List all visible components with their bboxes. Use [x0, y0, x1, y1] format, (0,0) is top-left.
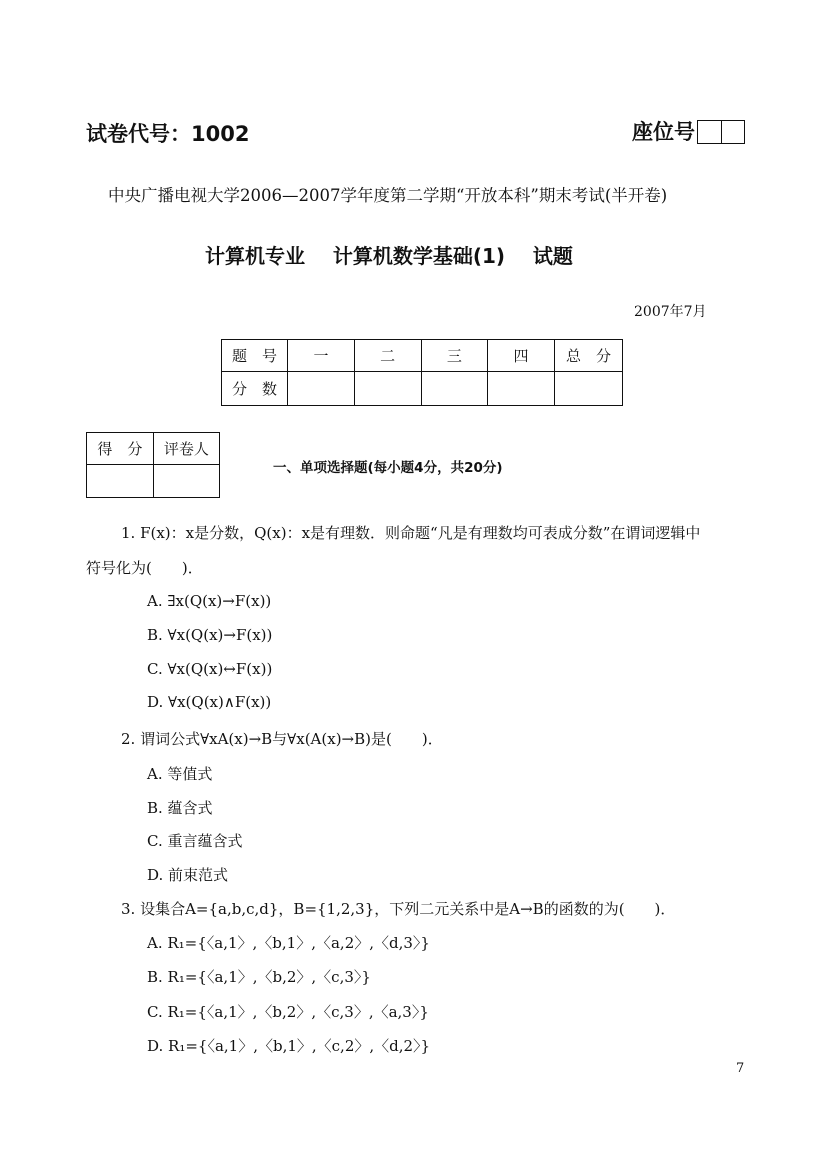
paper-code: 试卷代号：1002 — [86, 122, 250, 146]
grader-score-cell — [87, 465, 154, 498]
score-cell — [554, 372, 622, 406]
grader-name-label: 评卷人 — [153, 433, 219, 465]
page-number: 7 — [736, 1061, 745, 1076]
grader-name-cell — [153, 465, 219, 498]
question-2-option-c: C. 重言蕴含式 — [147, 832, 243, 850]
score-table-header-row — [222, 340, 623, 372]
question-2-option-b: B. 蕴含式 — [147, 799, 213, 817]
score-table-header: 二 — [354, 340, 421, 372]
question-3-option-b: B. R₁={〈a,1〉,〈b,2〉,〈c,3〉} — [147, 968, 371, 986]
grader-box — [86, 432, 220, 498]
question-1-stem: 1. F(x)：x是分数，Q(x)：x是有理数．则命题“凡是有理数均可表成分数”在谓词逻辑中 — [121, 524, 701, 542]
score-table-row-label: 分 数 — [222, 372, 288, 406]
score-table-header: 一 — [288, 340, 355, 372]
question-3-option-c: C. R₁={〈a,1〉,〈b,2〉,〈c,3〉,〈a,3〉} — [147, 1003, 429, 1021]
seat-number-boxes — [697, 120, 745, 144]
question-3-stem: 3. 设集合A={a,b,c,d}，B={1,2,3}，下列二元关系中是A→B的函数的为( )． — [121, 900, 676, 918]
seat-label: 座位号 — [632, 120, 695, 144]
course-title: 计算机专业 计算机数学基础(1) 试题 — [205, 244, 573, 268]
score-table-header: 总 分 — [554, 340, 622, 372]
question-1-option-b: B. ∀x(Q(x)→F(x)) — [147, 626, 273, 644]
question-3-option-a: A. R₁={〈a,1〉,〈b,1〉,〈a,2〉,〈d,3〉} — [147, 934, 430, 952]
question-1-stem-cont: 符号化为( )． — [86, 559, 203, 577]
question-2-option-a: A. 等值式 — [147, 765, 213, 783]
exam-title: 中央广播电视大学2006—2007学年度第二学期“开放本科”期末考试(半开卷) — [108, 186, 668, 205]
question-3-option-d: D. R₁={〈a,1〉,〈b,1〉,〈c,2〉,〈d,2〉} — [147, 1037, 431, 1055]
seat-number — [632, 116, 745, 146]
score-cell — [421, 372, 488, 406]
score-table-header: 题 号 — [222, 340, 288, 372]
score-cell — [288, 372, 355, 406]
grader-score-label: 得 分 — [87, 433, 154, 465]
question-1-option-a: A. ∃x(Q(x)→F(x)) — [147, 592, 272, 610]
score-table-score-row — [222, 372, 623, 406]
score-table-header: 四 — [488, 340, 555, 372]
question-2-stem: 2. 谓词公式∀xA(x)→B与∀x(A(x)→B)是( )． — [121, 730, 443, 748]
score-cell — [354, 372, 421, 406]
score-table — [221, 339, 623, 406]
exam-date: 2007年7月 — [634, 304, 707, 320]
question-1-option-d: D. ∀x(Q(x)∧F(x)) — [147, 693, 272, 711]
section-title: 一、单项选择题(每小题4分，共20分) — [273, 460, 503, 476]
score-cell — [488, 372, 555, 406]
question-1-option-c: C. ∀x(Q(x)↔F(x)) — [147, 660, 273, 678]
score-table-header: 三 — [421, 340, 488, 372]
question-2-option-d: D. 前束范式 — [147, 866, 229, 884]
